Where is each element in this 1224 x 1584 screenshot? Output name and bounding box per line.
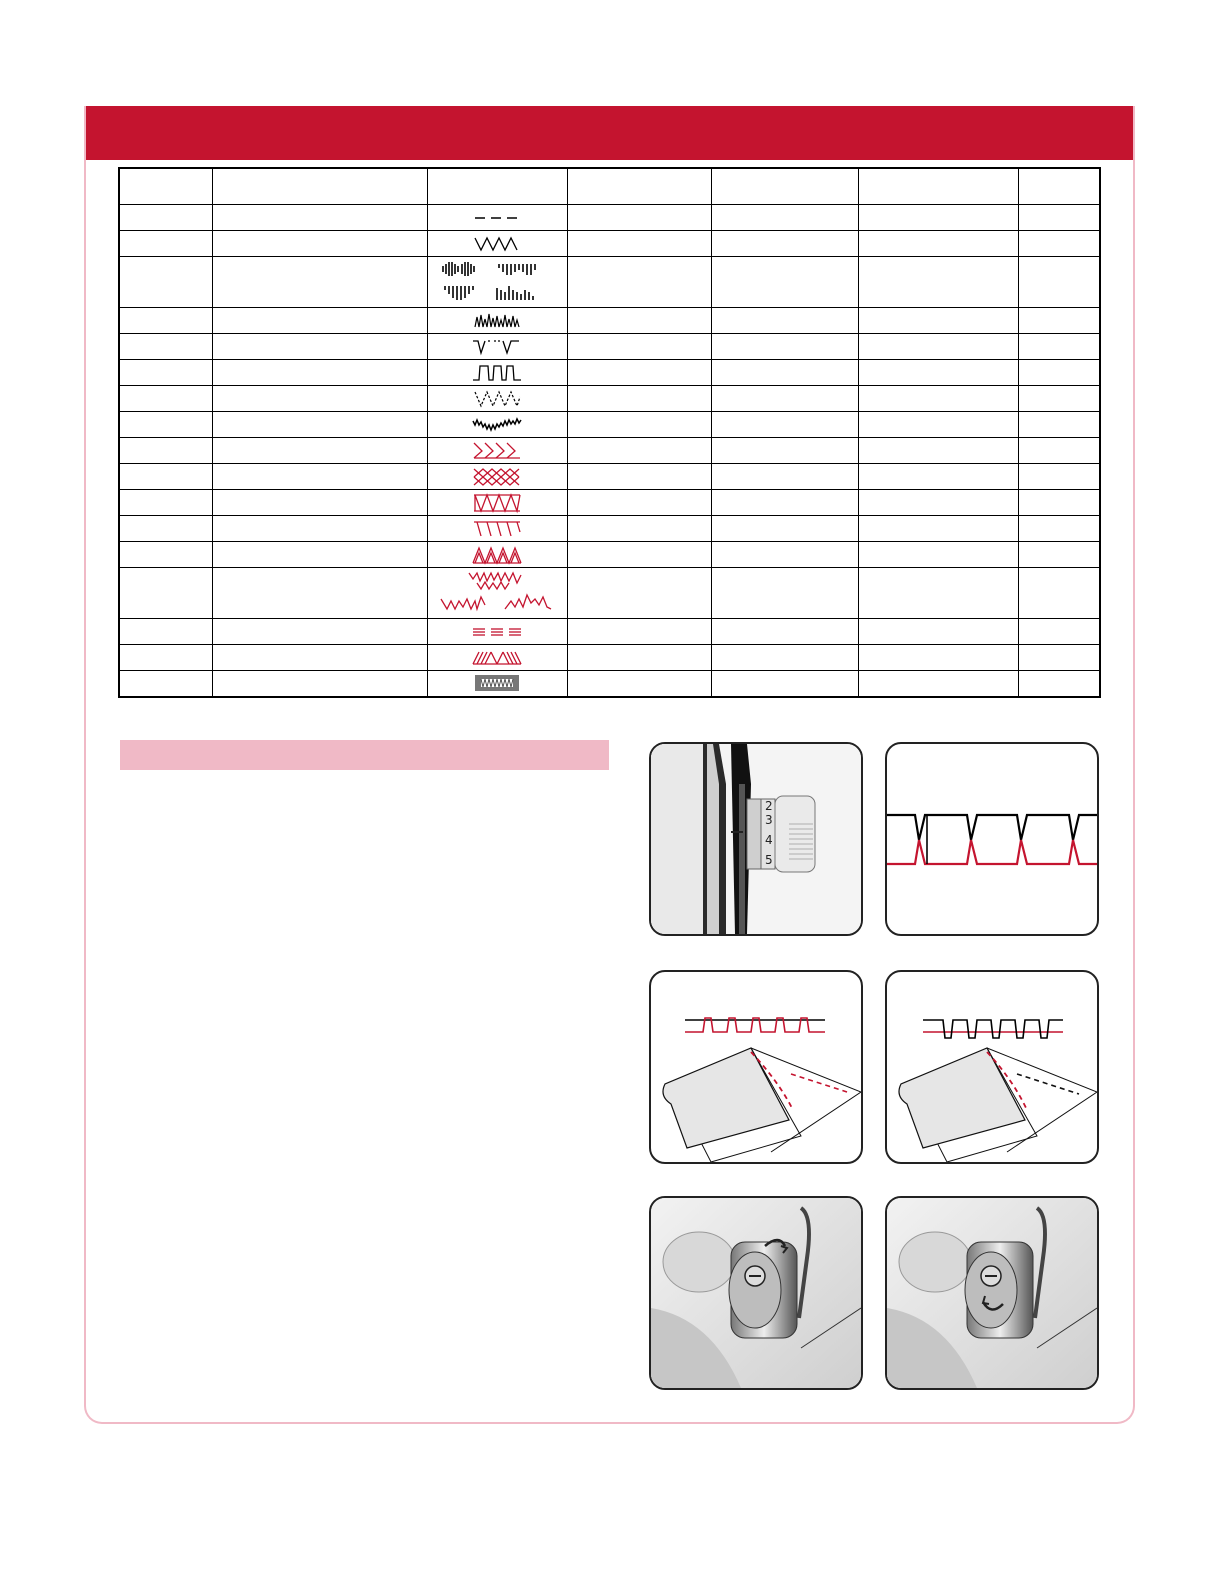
table-cell (119, 438, 212, 464)
table-cell (858, 568, 1018, 619)
stitch-icon-cell (427, 490, 567, 516)
table-cell (711, 671, 858, 697)
table-cell (858, 438, 1018, 464)
stitch-icon-cell (427, 542, 567, 568)
table-row (119, 619, 1100, 645)
table-cell (212, 360, 427, 386)
table-cell (711, 438, 858, 464)
table-cell (119, 308, 212, 334)
table-cell (858, 516, 1018, 542)
table-header-cell (858, 168, 1018, 205)
overlock-stitch-icon (467, 492, 527, 514)
table-cell (858, 671, 1018, 697)
table-cell (567, 645, 711, 671)
table-cell (567, 516, 711, 542)
table-row (119, 360, 1100, 386)
table-row (119, 334, 1100, 360)
table-header-cell (427, 168, 567, 205)
table-header-row (119, 168, 1100, 205)
stitch-icon-cell (427, 671, 567, 697)
table-cell (711, 308, 858, 334)
stitch-icon-cell (427, 334, 567, 360)
table-cell (711, 464, 858, 490)
stitch-icon-cell (427, 516, 567, 542)
diagonal-stitch-icon (467, 648, 527, 668)
stitch-icon-cell (427, 308, 567, 334)
table-cell (1018, 360, 1100, 386)
table-cell (858, 257, 1018, 308)
table-cell (858, 308, 1018, 334)
table-cell (212, 308, 427, 334)
table-cell (212, 568, 427, 619)
stitch-icon-cell (427, 231, 567, 257)
scallop-stitch-icon (467, 543, 527, 567)
table-cell (858, 490, 1018, 516)
table-cell (119, 412, 212, 438)
table-cell (858, 231, 1018, 257)
table-cell (711, 231, 858, 257)
table-cell (858, 205, 1018, 231)
table-cell (212, 542, 427, 568)
straight-dashed-stitch-icon (467, 211, 527, 225)
table-header-cell (1018, 168, 1100, 205)
dial-number: 5 (765, 853, 773, 867)
table-cell (212, 231, 427, 257)
table-cell (1018, 231, 1100, 257)
buttonhole-icon (467, 672, 527, 694)
table-cell (212, 334, 427, 360)
stitch-icon-cell (427, 619, 567, 645)
table-cell (212, 619, 427, 645)
table-cell (567, 490, 711, 516)
blind-hem-stitch-icon (467, 337, 527, 357)
table-cell (711, 412, 858, 438)
table-cell (212, 645, 427, 671)
bobbin-case-tighten-photo (649, 1196, 863, 1390)
table-row (119, 568, 1100, 619)
table-cell (119, 671, 212, 697)
table-cell (119, 231, 212, 257)
table-cell (212, 412, 427, 438)
table-cell (711, 257, 858, 308)
table-cell (119, 464, 212, 490)
table-row (119, 257, 1100, 308)
table-cell (1018, 542, 1100, 568)
upper-tension-loose-diagram (649, 970, 863, 1164)
bobbin-case-loosen-photo (885, 1196, 1099, 1390)
table-row (119, 464, 1100, 490)
table-cell (567, 619, 711, 645)
stitch-icon-cell (427, 205, 567, 231)
table-cell (1018, 386, 1100, 412)
table-cell (119, 568, 212, 619)
table-cell (711, 386, 858, 412)
table-cell (567, 334, 711, 360)
table-cell (212, 205, 427, 231)
table-cell (212, 438, 427, 464)
table-cell (567, 568, 711, 619)
table-cell (119, 516, 212, 542)
table-cell (1018, 671, 1100, 697)
table-cell (119, 360, 212, 386)
table-cell (119, 542, 212, 568)
table-header-cell (711, 168, 858, 205)
table-cell (858, 645, 1018, 671)
table-cell (119, 619, 212, 645)
table-header-cell (567, 168, 711, 205)
table-cell (858, 334, 1018, 360)
dial-number: 2 (765, 799, 773, 813)
table-cell (711, 645, 858, 671)
table-cell (119, 257, 212, 308)
table-cell (858, 619, 1018, 645)
stitch-icon-cell (427, 645, 567, 671)
wave-stitch-icon (467, 415, 527, 435)
table-row (119, 231, 1100, 257)
table-cell (711, 360, 858, 386)
dial-number: 3 (765, 813, 773, 827)
table-cell (1018, 438, 1100, 464)
arrow-stitch-icon (467, 440, 527, 462)
table-cell (1018, 490, 1100, 516)
table-cell (212, 257, 427, 308)
table-row (119, 386, 1100, 412)
balanced-tension-diagram (885, 742, 1099, 936)
table-row (119, 438, 1100, 464)
upper-tension-tight-diagram (885, 970, 1099, 1164)
table-cell (567, 360, 711, 386)
stitch-icon-cell (427, 412, 567, 438)
table-cell (567, 438, 711, 464)
table-cell (119, 334, 212, 360)
three-step-zigzag-icon (467, 389, 527, 409)
dial-number: 4 (765, 833, 773, 847)
table-header-cell (212, 168, 427, 205)
table-cell (567, 671, 711, 697)
cross-stitch-icon (467, 466, 527, 488)
stitch-icon-cell (427, 438, 567, 464)
box-stitch-icon (467, 363, 527, 383)
table-header-cell (119, 168, 212, 205)
stitch-table (118, 167, 1101, 698)
multi-zigzag-stitch-icon (467, 311, 527, 331)
table-cell (212, 516, 427, 542)
table-cell (1018, 645, 1100, 671)
table-cell (567, 464, 711, 490)
table-cell (858, 412, 1018, 438)
table-cell (212, 386, 427, 412)
table-row (119, 308, 1100, 334)
table-cell (1018, 568, 1100, 619)
stitch-icon-cell (427, 386, 567, 412)
table-cell (567, 257, 711, 308)
table-row (119, 671, 1100, 697)
table-cell (567, 308, 711, 334)
decorative-stitch-icon (437, 569, 557, 617)
triple-straight-stitch-icon (467, 623, 527, 641)
ladder-stitch-icon (467, 518, 527, 540)
table-row (119, 490, 1100, 516)
table-cell (858, 360, 1018, 386)
table-cell (567, 386, 711, 412)
stitch-icon-cell (427, 464, 567, 490)
table-cell (567, 231, 711, 257)
table-cell (212, 490, 427, 516)
table-cell (858, 542, 1018, 568)
table-cell (711, 568, 858, 619)
table-cell (119, 490, 212, 516)
table-cell (711, 542, 858, 568)
satin-bead-stitch-icon (437, 258, 557, 306)
table-cell (711, 619, 858, 645)
table-cell (119, 645, 212, 671)
stitch-icon-cell (427, 360, 567, 386)
table-row (119, 542, 1100, 568)
stitch-icon-cell (427, 568, 567, 619)
table-row (119, 205, 1100, 231)
table-cell (1018, 464, 1100, 490)
table-cell (212, 671, 427, 697)
table-cell (711, 490, 858, 516)
table-cell (1018, 205, 1100, 231)
table-cell (567, 412, 711, 438)
stitch-icon-cell (427, 257, 567, 308)
table-cell (119, 205, 212, 231)
table-cell (858, 386, 1018, 412)
table-row (119, 516, 1100, 542)
tension-dial-illustration (649, 742, 863, 936)
table-cell (1018, 412, 1100, 438)
table-row (119, 645, 1100, 671)
zigzag-stitch-icon (467, 235, 527, 253)
table-cell (567, 205, 711, 231)
table-cell (711, 516, 858, 542)
table-cell (1018, 619, 1100, 645)
table-cell (711, 334, 858, 360)
table-cell (1018, 334, 1100, 360)
table-cell (1018, 257, 1100, 308)
table-cell (1018, 516, 1100, 542)
table-cell (567, 542, 711, 568)
section-heading-bar (120, 740, 609, 770)
table-cell (1018, 308, 1100, 334)
table-cell (212, 464, 427, 490)
table-row (119, 412, 1100, 438)
table-cell (711, 205, 858, 231)
table-cell (119, 386, 212, 412)
table-cell (858, 464, 1018, 490)
